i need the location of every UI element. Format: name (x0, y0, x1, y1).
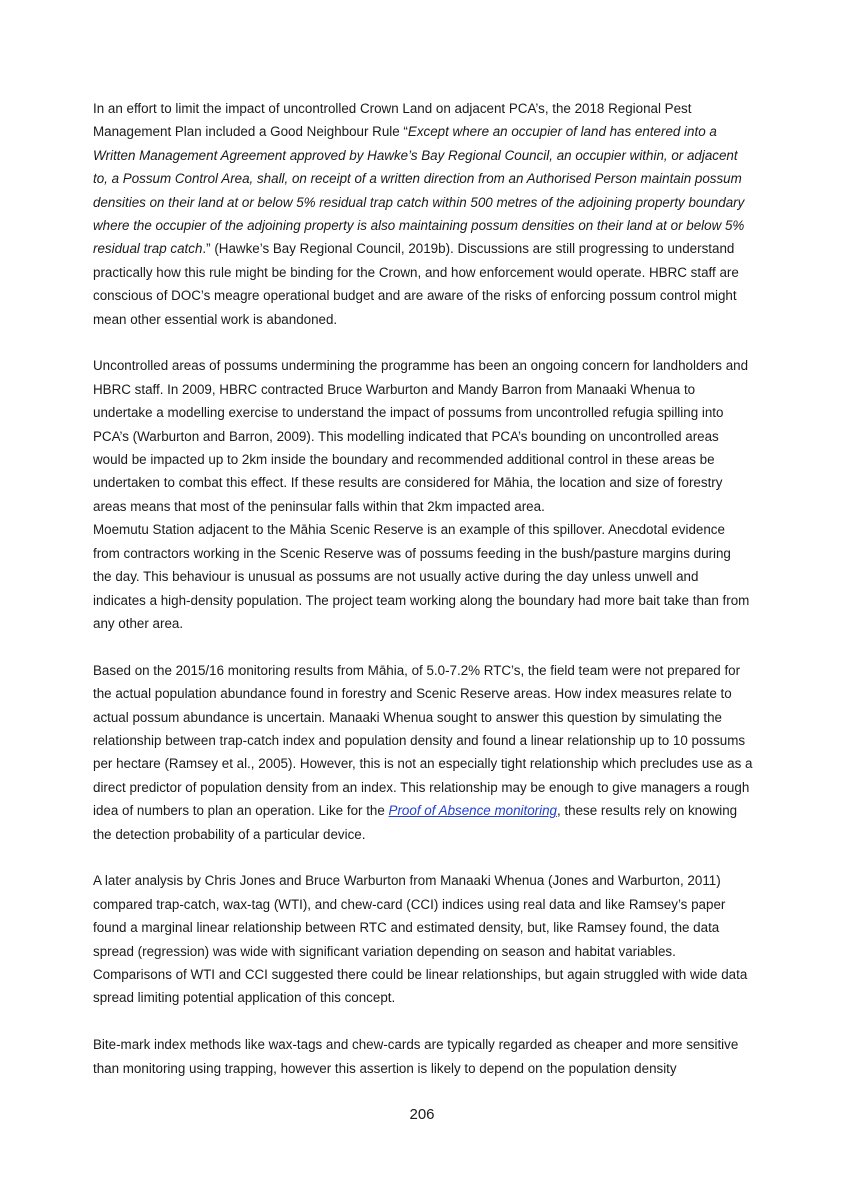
paragraph-lead-text: In an effort to limit the impact of uncontrolled Crown Land on adjacent PCA’s, the 2018 Regional Pest Management Plan included a Good Neighbour Rule “ (93, 101, 692, 140)
paragraph-monitoring-results (93, 659, 753, 846)
proof-of-absence-link[interactable]: Proof of Absence monitoring (388, 803, 557, 819)
body-text (93, 97, 753, 1080)
paragraph-good-neighbour-rule (93, 97, 753, 331)
paragraph-lead-text: Based on the 2015/16 monitoring results from Māhia, of 5.0-7.2% RTC’s, the field team were not prepared for the actual population abundance found in forestry and Scenic Reserve areas. How index measures relate to actual possum abundance is uncertain. Manaaki Whenua sought to answer this question by simulating the relationship between trap-catch index and population density and found a linear relationship up to 10 possums per hectare (Ramsey et al., 2005). However, this is not an especially tight relationship which precludes use as a direct predictor of population density from an index. This relationship may be enough to give managers a rough idea of numbers to plan an operation. Like for the (93, 662, 753, 819)
paragraph-uncontrolled-areas: Uncontrolled areas of possums undermining the programme has been an ongoing concern for landholders and HBRC staff. In 2009, HBRC contracted Bruce Warburton and Mandy Barron from Manaaki Whenua to undertake a modelling exercise to understand the impact of possums from uncontrolled refugia spilling into PCA’s (Warburton and Barron, 2009). This modelling indicated that PCA’s bounding on uncontrolled areas would be impacted up to 2km inside the boundary and recommended additional control in these areas be undertaken to combat this effect. If these results are considered for Māhia, the location and size of forestry areas means that most of the peninsular falls within that 2km impacted area. (93, 358, 749, 514)
page-number: 206 (409, 1106, 435, 1123)
paragraph-tail-text: , these results rely on knowing the detection probability of a particular device. (93, 803, 738, 842)
paragraph-moemutu-station: Moemutu Station adjacent to the Māhia Scenic Reserve is an example of this spillover. Anecdotal evidence from contractors working in the Scenic Reserve was of possums feeding in the bush/pasture margins during the day. This behaviour is unusual as possums are not usually active during the day unless unwell and indicates a high-density population. The project team working along the boundary had more bait take than from any other area. (93, 522, 750, 631)
paragraph-bite-mark-index: Bite-mark index methods like wax-tags and chew-cards are typically regarded as cheaper and more sensitive than monitoring using trapping, however this assertion is likely to depend on the population density (93, 1037, 739, 1076)
rule-quote: Except where an occupier of land has entered into a Written Management Agreement approved by Hawke’s Bay Regional Council, an occupier within, or adjacent to, a Possum Control Area, shall, on receipt of a written direction from an Authorised Person maintain possum densities on their land at or below 5% residual trap catch within 500 metres of the adjoining property boundary where the occupier of the adjoining property is also maintaining possum densities on their land at or below 5% residual trap catch (93, 124, 745, 257)
paragraph-tail-text: .” (Hawke’s Bay Regional Council, 2019b). Discussions are still progressing to understand practically how this rule might be binding for the Crown, and how enforcement would operate. HBRC staff are conscious of DOC’s meagre operational budget and are aware of the risks of enforcing possum control might mean other essential work is abandoned. (93, 241, 739, 327)
paragraph-later-analysis: A later analysis by Chris Jones and Bruce Warburton from Manaaki Whenua (Jones and Warburton, 2011) compared trap-catch, wax-tag (WTI), and chew-card (CCI) indices using real data and like Ramsey’s paper found a marginal linear relationship between RTC and estimated density, but, like Ramsey found, the data spread (regression) was wide with significant variation depending on season and habitat variables. Comparisons of WTI and CCI suggested there could be linear relationships, but again struggled with wide data spread limiting potential application of this concept. (93, 873, 748, 1006)
